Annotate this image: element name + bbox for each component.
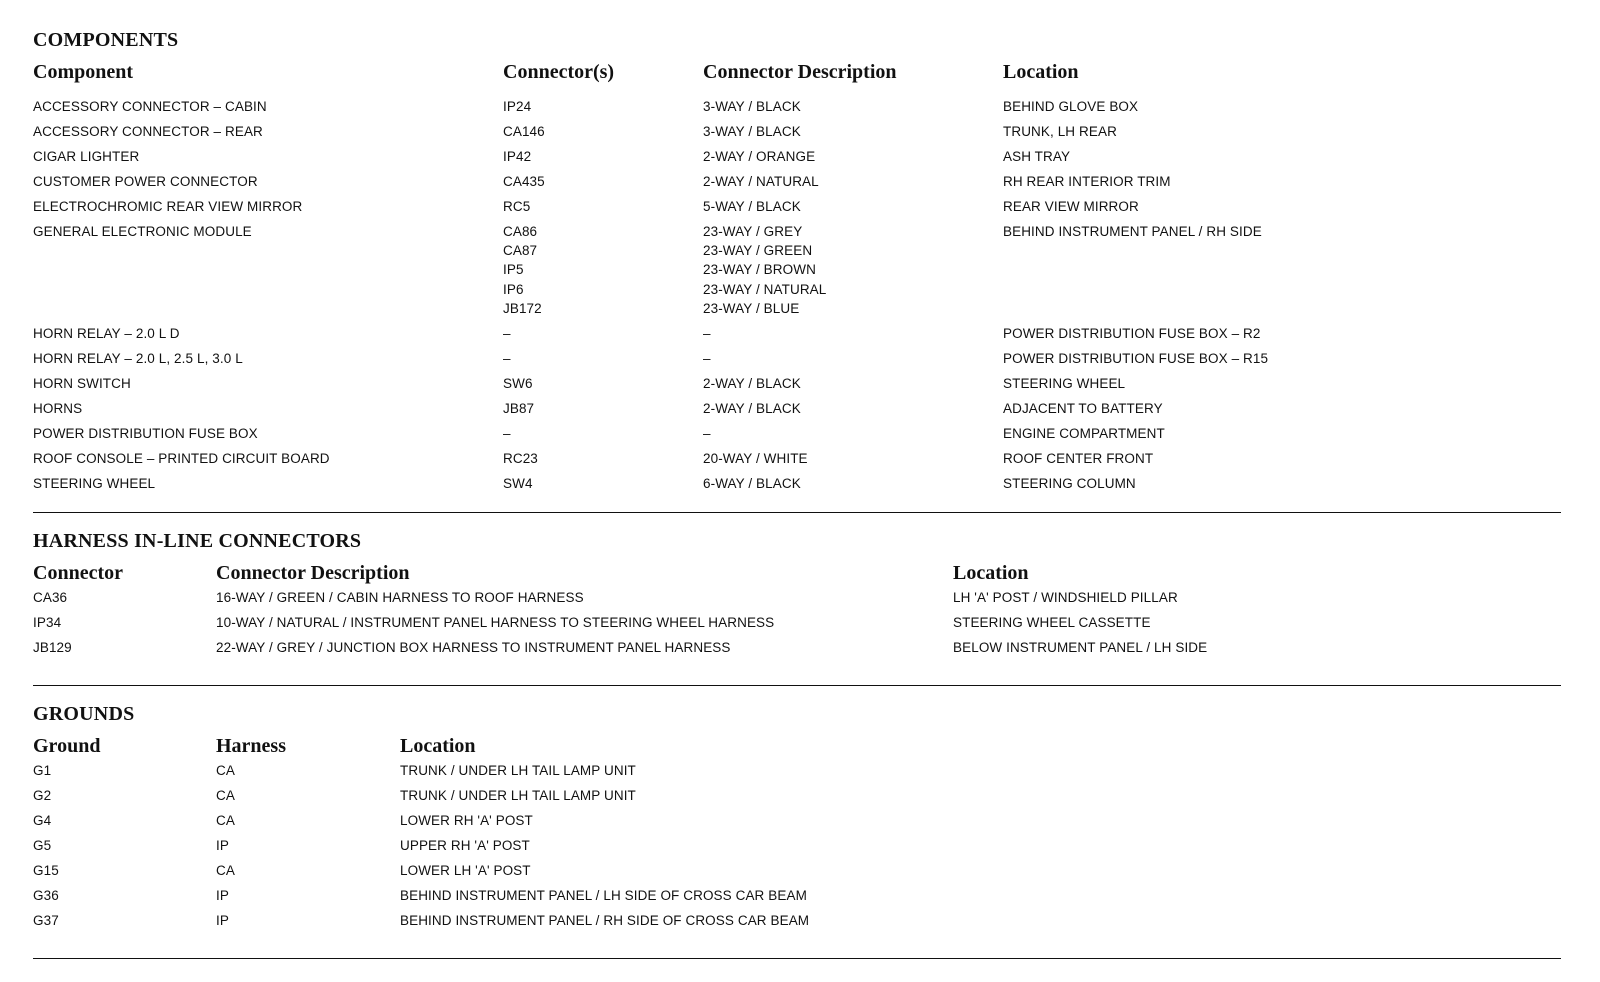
ground-location: BEHIND INSTRUMENT PANEL / LH SIDE OF CROSS CAR BEAM [400, 888, 807, 903]
connector-description: 3-WAY / BLACK [703, 124, 801, 139]
ground-harness: IP [216, 888, 229, 903]
component-location: POWER DISTRIBUTION FUSE BOX – R2 [1003, 325, 1261, 341]
connector-id: JB172 [503, 300, 542, 316]
component-location: POWER DISTRIBUTION FUSE BOX – R15 [1003, 350, 1269, 366]
component-location: STEERING WHEEL [1003, 375, 1126, 391]
component-name: GENERAL ELECTRONIC MODULE [33, 224, 252, 239]
component-name: HORN RELAY – 2.0 L, 2.5 L, 3.0 L [33, 350, 243, 366]
connector-id: RC23 [503, 450, 538, 466]
components-header-component: Component [33, 61, 134, 83]
ground-harness: CA [216, 788, 235, 803]
connector-id: IP24 [503, 99, 532, 114]
component-location: ENGINE COMPARTMENT [1003, 425, 1165, 441]
component-location: TRUNK, LH REAR [1003, 124, 1117, 139]
connector-id: CA86 [503, 224, 538, 239]
component-name: ACCESSORY CONNECTOR – REAR [33, 124, 263, 139]
connector-id: IP42 [503, 149, 532, 164]
connector-description: 2-WAY / ORANGE [703, 149, 816, 164]
connector-id: – [503, 350, 511, 366]
grounds-section-title: GROUNDS [33, 703, 135, 725]
harness-description: 22-WAY / GREY / JUNCTION BOX HARNESS TO INSTRUMENT PANEL HARNESS [216, 640, 731, 655]
ground-location: BEHIND INSTRUMENT PANEL / RH SIDE OF CROSS CAR BEAM [400, 913, 810, 928]
harness-location: LH 'A' POST / WINDSHIELD PILLAR [953, 590, 1178, 605]
component-location: ASH TRAY [1003, 149, 1071, 164]
ground-harness: CA [216, 863, 235, 878]
ground-location: TRUNK / UNDER LH TAIL LAMP UNIT [400, 763, 636, 778]
connector-id: CA435 [503, 174, 545, 189]
harness-section-title: HARNESS IN-LINE CONNECTORS [33, 530, 362, 552]
connector-description: 20-WAY / WHITE [703, 450, 808, 466]
harness-connector: JB129 [33, 640, 72, 655]
harness-connector: IP34 [33, 615, 62, 630]
component-location: ADJACENT TO BATTERY [1003, 400, 1163, 416]
connector-description: 5-WAY / BLACK [703, 199, 801, 214]
connector-description: 2-WAY / NATURAL [703, 174, 819, 189]
connector-id: IP6 [503, 281, 524, 297]
connector-description: 23-WAY / GREY [703, 224, 803, 239]
connector-id: RC5 [503, 199, 531, 214]
connector-description: 23-WAY / GREEN [703, 243, 813, 259]
ground-id: G15 [33, 863, 59, 878]
connector-id: SW4 [503, 475, 533, 491]
component-location: STEERING COLUMN [1003, 475, 1136, 491]
connector-id: CA87 [503, 243, 538, 259]
connector-description: 2-WAY / BLACK [703, 400, 801, 416]
component-location: BEHIND INSTRUMENT PANEL / RH SIDE [1003, 224, 1262, 239]
ground-location: UPPER RH 'A' POST [400, 838, 530, 853]
ground-harness: IP [216, 838, 229, 853]
connector-id: JB87 [503, 400, 535, 416]
components-header-connector-description: Connector Description [703, 61, 897, 83]
connector-id: CA146 [503, 124, 545, 139]
component-name: ELECTROCHROMIC REAR VIEW MIRROR [33, 199, 303, 214]
connector-description: 6-WAY / BLACK [703, 475, 801, 491]
components-header-connectors: Connector(s) [503, 61, 615, 83]
component-name: STEERING WHEEL [33, 475, 156, 491]
ground-harness: IP [216, 913, 229, 928]
component-name: ROOF CONSOLE – PRINTED CIRCUIT BOARD [33, 450, 330, 466]
connector-description: 2-WAY / BLACK [703, 375, 801, 391]
ground-id: G4 [33, 813, 52, 828]
connector-description: – [703, 350, 711, 366]
component-name: POWER DISTRIBUTION FUSE BOX [33, 425, 258, 441]
component-name: HORN RELAY – 2.0 L D [33, 325, 180, 341]
harness-header-connector: Connector [33, 562, 123, 584]
connector-description: – [703, 425, 711, 441]
connector-description: 23-WAY / NATURAL [703, 281, 827, 297]
grounds-header-harness: Harness [216, 735, 286, 757]
grounds-header-ground: Ground [33, 735, 101, 757]
ground-harness: CA [216, 813, 235, 828]
connector-description: 3-WAY / BLACK [703, 99, 801, 114]
ground-id: G36 [33, 888, 59, 903]
ground-id: G1 [33, 763, 52, 778]
component-name: ACCESSORY CONNECTOR – CABIN [33, 99, 267, 114]
harness-location: BELOW INSTRUMENT PANEL / LH SIDE [953, 640, 1208, 655]
component-location: ROOF CENTER FRONT [1003, 450, 1154, 466]
harness-description: 16-WAY / GREEN / CABIN HARNESS TO ROOF HARNESS [216, 590, 584, 605]
component-name: CUSTOMER POWER CONNECTOR [33, 174, 258, 189]
connector-id: – [503, 425, 511, 441]
ground-id: G37 [33, 913, 59, 928]
section-divider [33, 685, 1561, 686]
ground-location: LOWER LH 'A' POST [400, 863, 531, 878]
ground-id: G2 [33, 788, 52, 803]
ground-location: LOWER RH 'A' POST [400, 813, 533, 828]
ground-id: G5 [33, 838, 52, 853]
component-name: CIGAR LIGHTER [33, 149, 140, 164]
section-divider [33, 958, 1561, 959]
harness-description: 10-WAY / NATURAL / INSTRUMENT PANEL HARNESS TO STEERING WHEEL HARNESS [216, 615, 775, 630]
connector-id: – [503, 325, 511, 341]
connector-id: SW6 [503, 375, 533, 391]
component-name: HORNS [33, 400, 83, 416]
section-divider [33, 512, 1561, 513]
component-name: HORN SWITCH [33, 375, 131, 391]
components-section-title: COMPONENTS [33, 29, 179, 51]
connector-description: – [703, 325, 711, 341]
connector-description: 23-WAY / BROWN [703, 262, 816, 278]
ground-location: TRUNK / UNDER LH TAIL LAMP UNIT [400, 788, 636, 803]
harness-header-connector-description: Connector Description [216, 562, 410, 584]
connector-description: 23-WAY / BLUE [703, 300, 800, 316]
components-header-location: Location [1003, 61, 1079, 83]
grounds-header-location: Location [400, 735, 476, 757]
component-location: BEHIND GLOVE BOX [1003, 99, 1139, 114]
component-location: REAR VIEW MIRROR [1003, 199, 1139, 214]
harness-header-location: Location [953, 562, 1029, 584]
harness-location: STEERING WHEEL CASSETTE [953, 615, 1151, 630]
harness-connector: CA36 [33, 590, 68, 605]
ground-harness: CA [216, 763, 235, 778]
connector-id: IP5 [503, 262, 524, 278]
component-location: RH REAR INTERIOR TRIM [1003, 174, 1171, 189]
